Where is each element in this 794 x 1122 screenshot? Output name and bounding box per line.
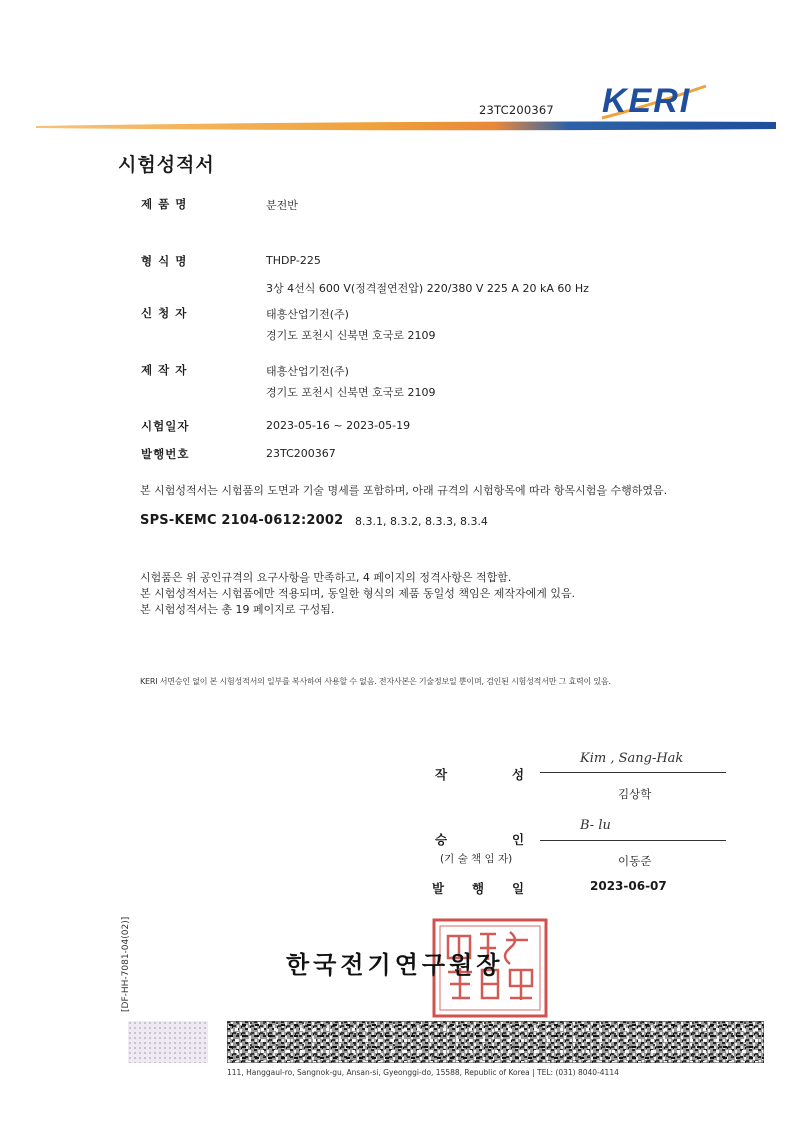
applicant-address: 경기도 포천시 신북면 호국로 2109 bbox=[266, 329, 436, 342]
product-label: 제 품 명 bbox=[141, 197, 188, 211]
model-label: 형 식 명 bbox=[141, 254, 188, 268]
author-handwriting: Kim , Sang-Hak bbox=[580, 751, 684, 766]
manufacturer-label: 제 작 자 bbox=[141, 363, 188, 377]
standard-clauses: 8.3.1, 8.3.2, 8.3.3, 8.3.4 bbox=[355, 515, 488, 528]
approver-name: 이동준 bbox=[618, 854, 652, 868]
model-rating: 3상 4선식 600 V(정격절연전압) 220/380 V 225 A 20 kA 60 Hz bbox=[266, 282, 589, 295]
approver-sub-label: (기 술 책 임 자) bbox=[440, 853, 513, 865]
author-label-a: 작 bbox=[435, 767, 448, 782]
author-label-b: 성 bbox=[512, 767, 525, 782]
model-value: THDP-225 bbox=[266, 254, 321, 267]
issue-date-label-a: 발 bbox=[432, 881, 445, 896]
issue-no-value: 23TC200367 bbox=[266, 447, 336, 460]
product-value: 분전반 bbox=[266, 199, 298, 212]
page-title: 시험성적서 bbox=[118, 154, 215, 176]
small-security-pattern bbox=[128, 1021, 208, 1063]
document-number: 23TC200367 bbox=[479, 103, 554, 117]
result-line-2: 본 시험성적서는 시험품에만 적용되며, 동일한 형식의 제품 동일성 책임은 제작자에게 있음. bbox=[140, 587, 576, 600]
issue-date-label-c: 일 bbox=[512, 881, 525, 896]
form-code: [DF-HH-7081-04(02)] bbox=[121, 916, 131, 1012]
security-code-pattern bbox=[227, 1021, 764, 1063]
copy-notice: KERI 서면승인 없이 본 시험성적서의 일부를 복사하여 사용할 수 없음. 전자사본은 기술정보일 뿐이며, 검인된 시험성적서만 그 효력이 있음. bbox=[140, 677, 611, 686]
manufacturer-address: 경기도 포천시 신북면 호국로 2109 bbox=[266, 386, 436, 399]
issue-date-label-b: 행 bbox=[472, 881, 485, 896]
footer-address: 111, Hanggaul-ro, Sangnok-gu, Ansan-si, Gyeonggi-do, 15588, Republic of Korea | TEL: (031) 8040-4114 bbox=[227, 1068, 619, 1077]
institute-name: 한국전기연구원장 bbox=[286, 951, 504, 979]
approver-signature-line bbox=[540, 840, 726, 841]
issue-no-label: 발행번호 bbox=[141, 447, 190, 461]
author-signature-line bbox=[540, 772, 726, 773]
result-line-3: 본 시험성적서는 총 19 페이지로 구성됨. bbox=[140, 603, 335, 616]
applicant-name: 태흥산업기전(주) bbox=[266, 308, 349, 321]
test-date-label: 시험일자 bbox=[141, 419, 190, 433]
keri-logo bbox=[598, 78, 710, 122]
applicant-label: 신 청 자 bbox=[141, 306, 188, 320]
issue-date-value: 2023-06-07 bbox=[590, 879, 667, 893]
manufacturer-name: 태흥산업기전(주) bbox=[266, 365, 349, 378]
scope-statement: 본 시험성적서는 시험품의 도면과 기술 명세를 포함하며, 아래 규격의 시험항목에 따라 항목시험을 수행하였음. bbox=[140, 484, 668, 497]
approver-label-a: 승 bbox=[435, 832, 448, 847]
test-date-value: 2023-05-16 ~ 2023-05-19 bbox=[266, 419, 411, 432]
approver-handwriting: B- lu bbox=[580, 818, 611, 833]
author-name: 김상학 bbox=[618, 787, 652, 801]
approver-label-b: 인 bbox=[512, 832, 525, 847]
result-line-1: 시험품은 위 공인규격의 요구사항을 만족하고, 4 페이지의 정격사항은 적합함. bbox=[140, 571, 512, 584]
header-band bbox=[36, 120, 776, 132]
logo-text: KERI bbox=[602, 82, 692, 120]
standard-code: SPS-KEMC 2104-0612:2002 bbox=[140, 513, 344, 528]
